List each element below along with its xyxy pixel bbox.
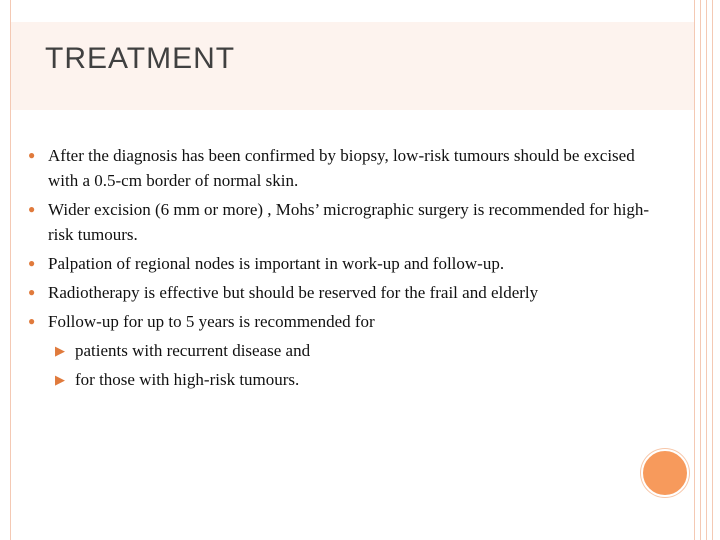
- right-border-line: [694, 0, 695, 540]
- sub-bullet-item: [55, 338, 668, 363]
- bullet-icon: ●: [28, 202, 36, 216]
- bullet-text: Wider excision (6 mm or more) , Mohs’ micrographic surgery is recommended for high-risk tumours.: [48, 200, 650, 244]
- bullet-item: [28, 143, 668, 193]
- bullet-item: [28, 280, 668, 305]
- right-border-line: [706, 0, 707, 540]
- triangle-bullet-icon: ▶: [55, 372, 65, 387]
- bullet-list: [28, 143, 668, 396]
- triangle-bullet-icon: ▶: [55, 343, 65, 358]
- sub-bullet-item: [55, 367, 668, 392]
- bullet-text: Palpation of regional nodes is important in work-up and follow-up.: [48, 254, 505, 273]
- bullet-icon: ●: [28, 314, 36, 328]
- bullet-item: [28, 197, 668, 247]
- right-border-line: [712, 0, 713, 540]
- slide-title: TREATMENT: [45, 42, 236, 75]
- sub-bullet-text: patients with recurrent disease and: [75, 341, 311, 360]
- bullet-icon: ●: [28, 285, 36, 299]
- bullet-text: Follow-up for up to 5 years is recommended for: [48, 312, 375, 331]
- bullet-item: [28, 251, 668, 276]
- sub-bullet-text: for those with high-risk tumours.: [75, 370, 300, 389]
- decorative-circle: [641, 449, 689, 497]
- bullet-icon: ●: [28, 148, 36, 162]
- bullet-icon: ●: [28, 256, 36, 270]
- bullet-text: After the diagnosis has been confirmed by biopsy, low-risk tumours should be excised with a 0.5-cm border of normal skin.: [48, 146, 635, 190]
- bullet-text: Radiotherapy is effective but should be reserved for the frail and elderly: [48, 283, 539, 302]
- bullet-item: [28, 309, 668, 334]
- right-border-line: [700, 0, 701, 540]
